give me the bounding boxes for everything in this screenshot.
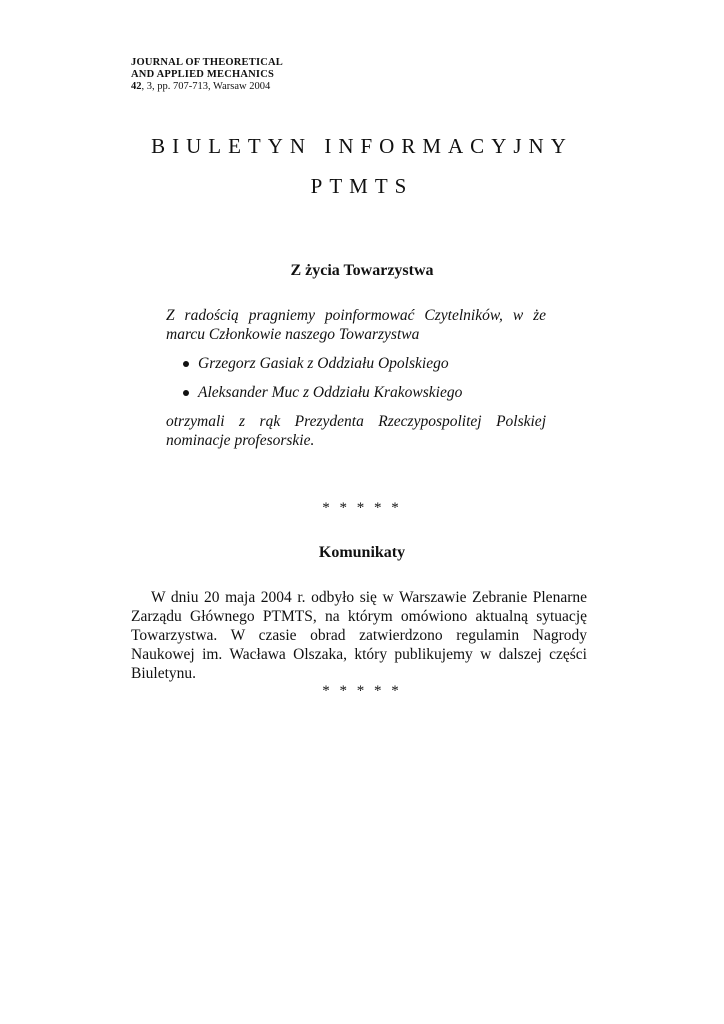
journal-issue-line [131,81,283,93]
section-separator-bottom: * * * * * [322,683,402,699]
announcement-block [166,306,546,450]
bullet-icon [183,390,189,396]
bullet-icon [183,361,189,367]
announcement-outro: otrzymali z rąk Prezydenta Rzeczypospolitej Polskiej nominacje profesorskie. [166,413,546,449]
section-heading-society-life: Z życia Towarzystwa [290,262,434,279]
bulletin-subtitle: PTMTS [310,174,414,198]
announcement-paragraph: W dniu 20 maja 2004 r. odbyło się w Warszawie Zebranie Plenarne Zarządu Głównego PTMTS, na którym omówiono aktualną sytuację Towarzystwa. W czasie obrad zatwierdzono regulamin Nagrody Naukowej im. Wacława Olszaka, który publikujemy w dalszej części Biuletynu. [131,589,587,682]
journal-name-line2: AND APPLIED MECHANICS [131,69,275,80]
section-heading-announcements: Komunikaty [318,544,406,561]
list-item [166,354,546,373]
bulletin-title: BIULETYN INFORMACYJNY [151,134,573,158]
nominee-name: Grzegorz Gasiak z Oddziału Opolskiego [198,355,449,372]
list-item [166,383,546,402]
journal-volume: 42 [131,81,142,92]
nominee-list [166,354,546,402]
announcement-intro: Z radością pragniemy poinformować Czytelników, w że marcu Członkowie naszego Towarzystwa [166,307,546,343]
section-separator: * * * * * [322,500,402,516]
journal-header [131,57,283,93]
nominee-name: Aleksander Muc z Oddziału Krakowskiego [198,384,463,401]
journal-issue-info: , 3, pp. 707-713, Warsaw 2004 [141,81,271,92]
journal-name-line1: JOURNAL OF THEORETICAL [131,57,284,68]
